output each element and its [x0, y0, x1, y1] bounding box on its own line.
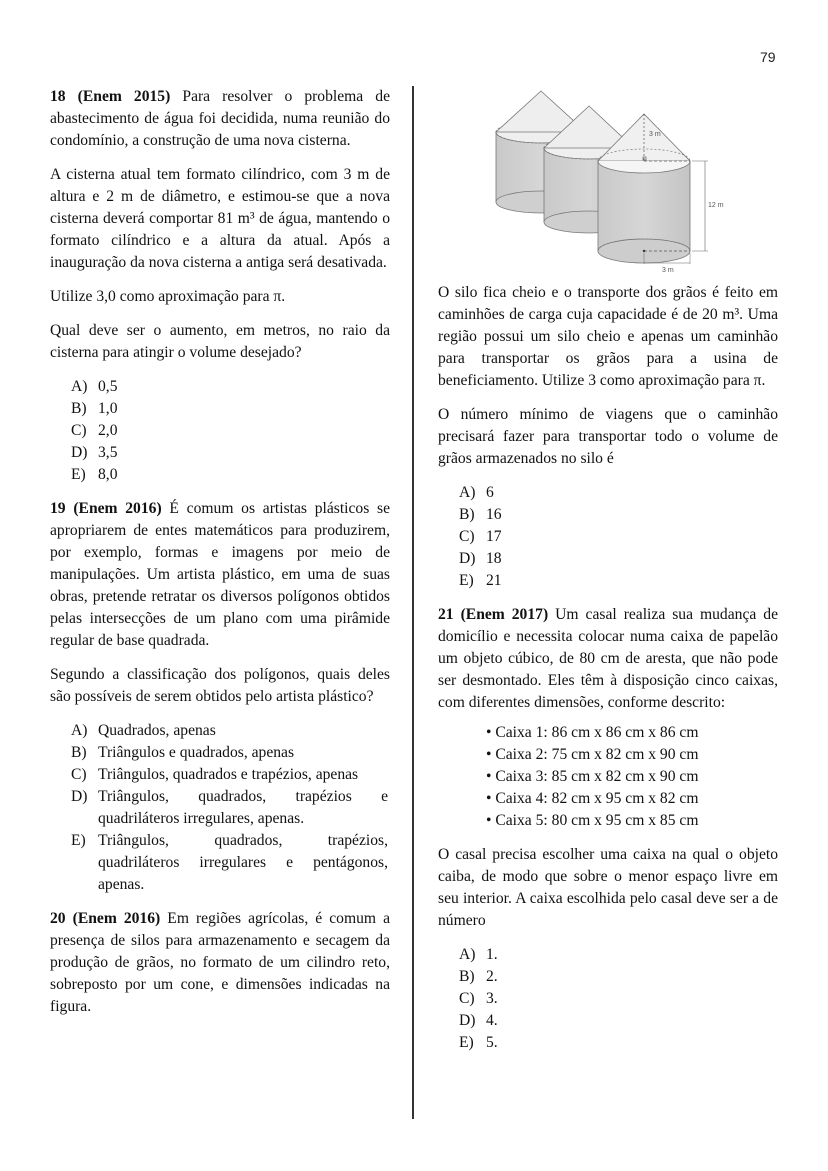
option-text: 16	[486, 506, 502, 523]
option-text: 2.	[486, 968, 498, 985]
option-letter: A)	[459, 946, 476, 963]
question-number: 20	[50, 910, 66, 927]
question-18-prompt: Qual deve ser o aumento, em metros, no raio da cisterna para atingir o volume desejado?	[50, 322, 390, 361]
question-19	[50, 498, 390, 896]
question-source: (Enem 2017)	[460, 606, 549, 623]
box-item: • Caixa 5: 80 cm x 95 cm x 85 cm	[486, 812, 699, 829]
option-letter: B)	[459, 506, 475, 523]
option-b[interactable]	[459, 966, 778, 988]
question-20-intro	[50, 908, 390, 1018]
box-item: • Caixa 2: 75 cm x 82 cm x 90 cm	[486, 746, 699, 763]
left-column	[50, 86, 390, 1018]
question-21	[438, 604, 778, 1054]
question-18-header	[50, 88, 170, 105]
option-letter: C)	[459, 990, 475, 1007]
silo-figure	[438, 86, 778, 282]
question-18-intro	[50, 86, 390, 152]
option-d[interactable]	[71, 786, 390, 830]
question-source: (Enem 2016)	[72, 910, 161, 927]
option-letter: A)	[71, 378, 88, 395]
option-c[interactable]	[459, 988, 778, 1010]
option-text: Quadrados, apenas	[98, 722, 216, 739]
question-text: Para resolver o problema de abastecimento de água foi decidida, numa reunião do condomínio, a construção de uma nova cisterna.	[50, 88, 390, 149]
option-d[interactable]	[459, 1010, 778, 1032]
option-a[interactable]	[459, 482, 778, 504]
question-text: É comum os artistas plásticos se apropriarem de entes matemáticos para produzirem, por exemplo, formas e imagens por meio de manipulações. Um artista plástico, em uma de suas obras, pretende retratar os diversos polígonos obtidos pelas intersecções de um plano com uma pirâmide regular de base quadrada.	[50, 500, 391, 649]
question-19-header	[50, 500, 162, 517]
option-b[interactable]	[459, 504, 778, 526]
box-item: • Caixa 1: 86 cm x 86 cm x 86 cm	[486, 724, 699, 741]
option-letter: A)	[459, 484, 476, 501]
question-text: Um casal realiza sua mudança de domicílio e necessita colocar numa caixa de papelão um objeto cúbico, de 80 cm de aresta, que não pode ser desmontado. Eles têm à disposição cinco caixas, com diferentes dimensões, conforme descrito:	[438, 606, 778, 711]
question-19-prompt: Segundo a classificação dos polígonos, quais deles são possíveis de serem obtidos pelo artista plástico?	[50, 666, 390, 705]
option-c[interactable]	[71, 420, 390, 442]
question-21-options	[438, 944, 778, 1054]
option-letter: C)	[71, 766, 87, 783]
question-20-prompt: O número mínimo de viagens que o caminhão precisará fazer para transportar todo o volume de grãos armazenados no silo é	[438, 406, 778, 467]
option-text: 3.	[486, 990, 498, 1007]
option-text: 21	[486, 572, 502, 589]
cylinder-height-label: 12 m	[708, 202, 724, 209]
question-20-options	[438, 482, 778, 592]
option-letter: D)	[71, 788, 88, 805]
option-letter: C)	[71, 422, 87, 439]
question-number: 21	[438, 606, 454, 623]
question-18-paragraph: Utilize 3,0 como aproximação para π.	[50, 288, 286, 305]
option-letter: D)	[71, 444, 88, 461]
question-text: Em regiões agrícolas, é comum a presença de silos para armazenamento e secagem da produção de grãos, no formato de um cilindro reto, sobreposto por um cone, e dimensões indicadas na figura.	[50, 910, 390, 1015]
box-item: • Caixa 4: 82 cm x 95 cm x 82 cm	[486, 790, 699, 807]
option-letter: B)	[71, 400, 87, 417]
right-column	[438, 86, 778, 1054]
option-letter: E)	[71, 832, 86, 849]
box-item: • Caixa 3: 85 cm x 82 cm x 90 cm	[486, 768, 699, 785]
option-text: 4.	[486, 1012, 498, 1029]
option-text: Triângulos, quadrados, trapézios e quadriláteros irregulares, apenas.	[98, 788, 388, 827]
option-e[interactable]	[71, 830, 390, 896]
option-text: 1.	[486, 946, 498, 963]
option-text: Triângulos, quadrados e trapézios, apenas	[98, 766, 359, 783]
option-text: 1,0	[98, 400, 118, 417]
option-letter: A)	[71, 722, 88, 739]
box-list	[438, 722, 778, 832]
option-text: 18	[486, 550, 502, 567]
option-letter: C)	[459, 528, 475, 545]
option-text: 17	[486, 528, 502, 545]
question-number: 18	[50, 88, 66, 105]
option-letter: B)	[71, 744, 87, 761]
cone-height-label: 3 m	[649, 131, 661, 138]
question-number: 19	[50, 500, 66, 517]
option-e[interactable]	[71, 464, 390, 486]
silo-diagram	[494, 84, 734, 274]
question-source: (Enem 2016)	[73, 500, 162, 517]
option-d[interactable]	[459, 548, 778, 570]
option-c[interactable]	[459, 526, 778, 548]
question-18	[50, 86, 390, 486]
question-20	[438, 282, 778, 592]
question-18-options	[50, 376, 390, 486]
question-20-intro-section	[50, 908, 390, 1018]
page-number: 79	[760, 49, 776, 65]
option-letter: D)	[459, 550, 476, 567]
option-letter: D)	[459, 1012, 476, 1029]
option-text: Triângulos e quadrados, apenas	[98, 744, 295, 761]
question-19-intro	[50, 498, 390, 652]
option-a[interactable]	[71, 720, 390, 742]
radius-label: 3 m	[662, 267, 674, 274]
option-text: 3,5	[98, 444, 118, 461]
option-text: 6	[486, 484, 494, 501]
option-e[interactable]	[459, 570, 778, 592]
option-letter: E)	[459, 1034, 474, 1051]
question-21-intro	[438, 604, 778, 714]
option-letter: B)	[459, 968, 475, 985]
question-20-header	[50, 910, 160, 927]
question-20-paragraph: O silo fica cheio e o transporte dos grãos é feito em caminhões de carga cuja capacidade é de 20 m³. Uma região possui um silo cheio e apenas um caminhão para transportar os grãos para a usina de beneficiamento. Utilize 3 como aproximação para π.	[438, 284, 778, 389]
question-21-prompt: O casal precisa escolher uma caixa na qual o objeto caiba, de modo que sobre o menor espaço livre em seu interior. A caixa escolhida pelo casal deve ser a de número	[438, 846, 778, 929]
option-a[interactable]	[71, 376, 390, 398]
option-letter: E)	[71, 466, 86, 483]
option-text: 8,0	[98, 466, 118, 483]
option-text: 0,5	[98, 378, 118, 395]
option-b[interactable]	[71, 742, 390, 764]
option-letter: E)	[459, 572, 474, 589]
column-divider	[412, 86, 414, 1119]
option-text: Triângulos, quadrados, trapézios, quadriláteros irregulares e pentágonos, apenas.	[98, 832, 388, 893]
option-c[interactable]	[71, 764, 390, 786]
question-source: (Enem 2015)	[77, 88, 171, 105]
option-e[interactable]	[459, 1032, 778, 1054]
option-a[interactable]	[459, 944, 778, 966]
option-d[interactable]	[71, 442, 390, 464]
question-19-options	[50, 720, 390, 896]
question-18-paragraph: A cisterna atual tem formato cilíndrico, com 3 m de altura e 2 m de diâmetro, e estimou-se que a nova cisterna deverá comportar 81 m³ de água, mantendo o formato cilíndrico e a altura da atual. Após a inauguração da nova cisterna a antiga será desativada.	[50, 166, 390, 271]
question-21-header	[438, 606, 548, 623]
option-text: 5.	[486, 1034, 498, 1051]
option-text: 2,0	[98, 422, 118, 439]
option-b[interactable]	[71, 398, 390, 420]
